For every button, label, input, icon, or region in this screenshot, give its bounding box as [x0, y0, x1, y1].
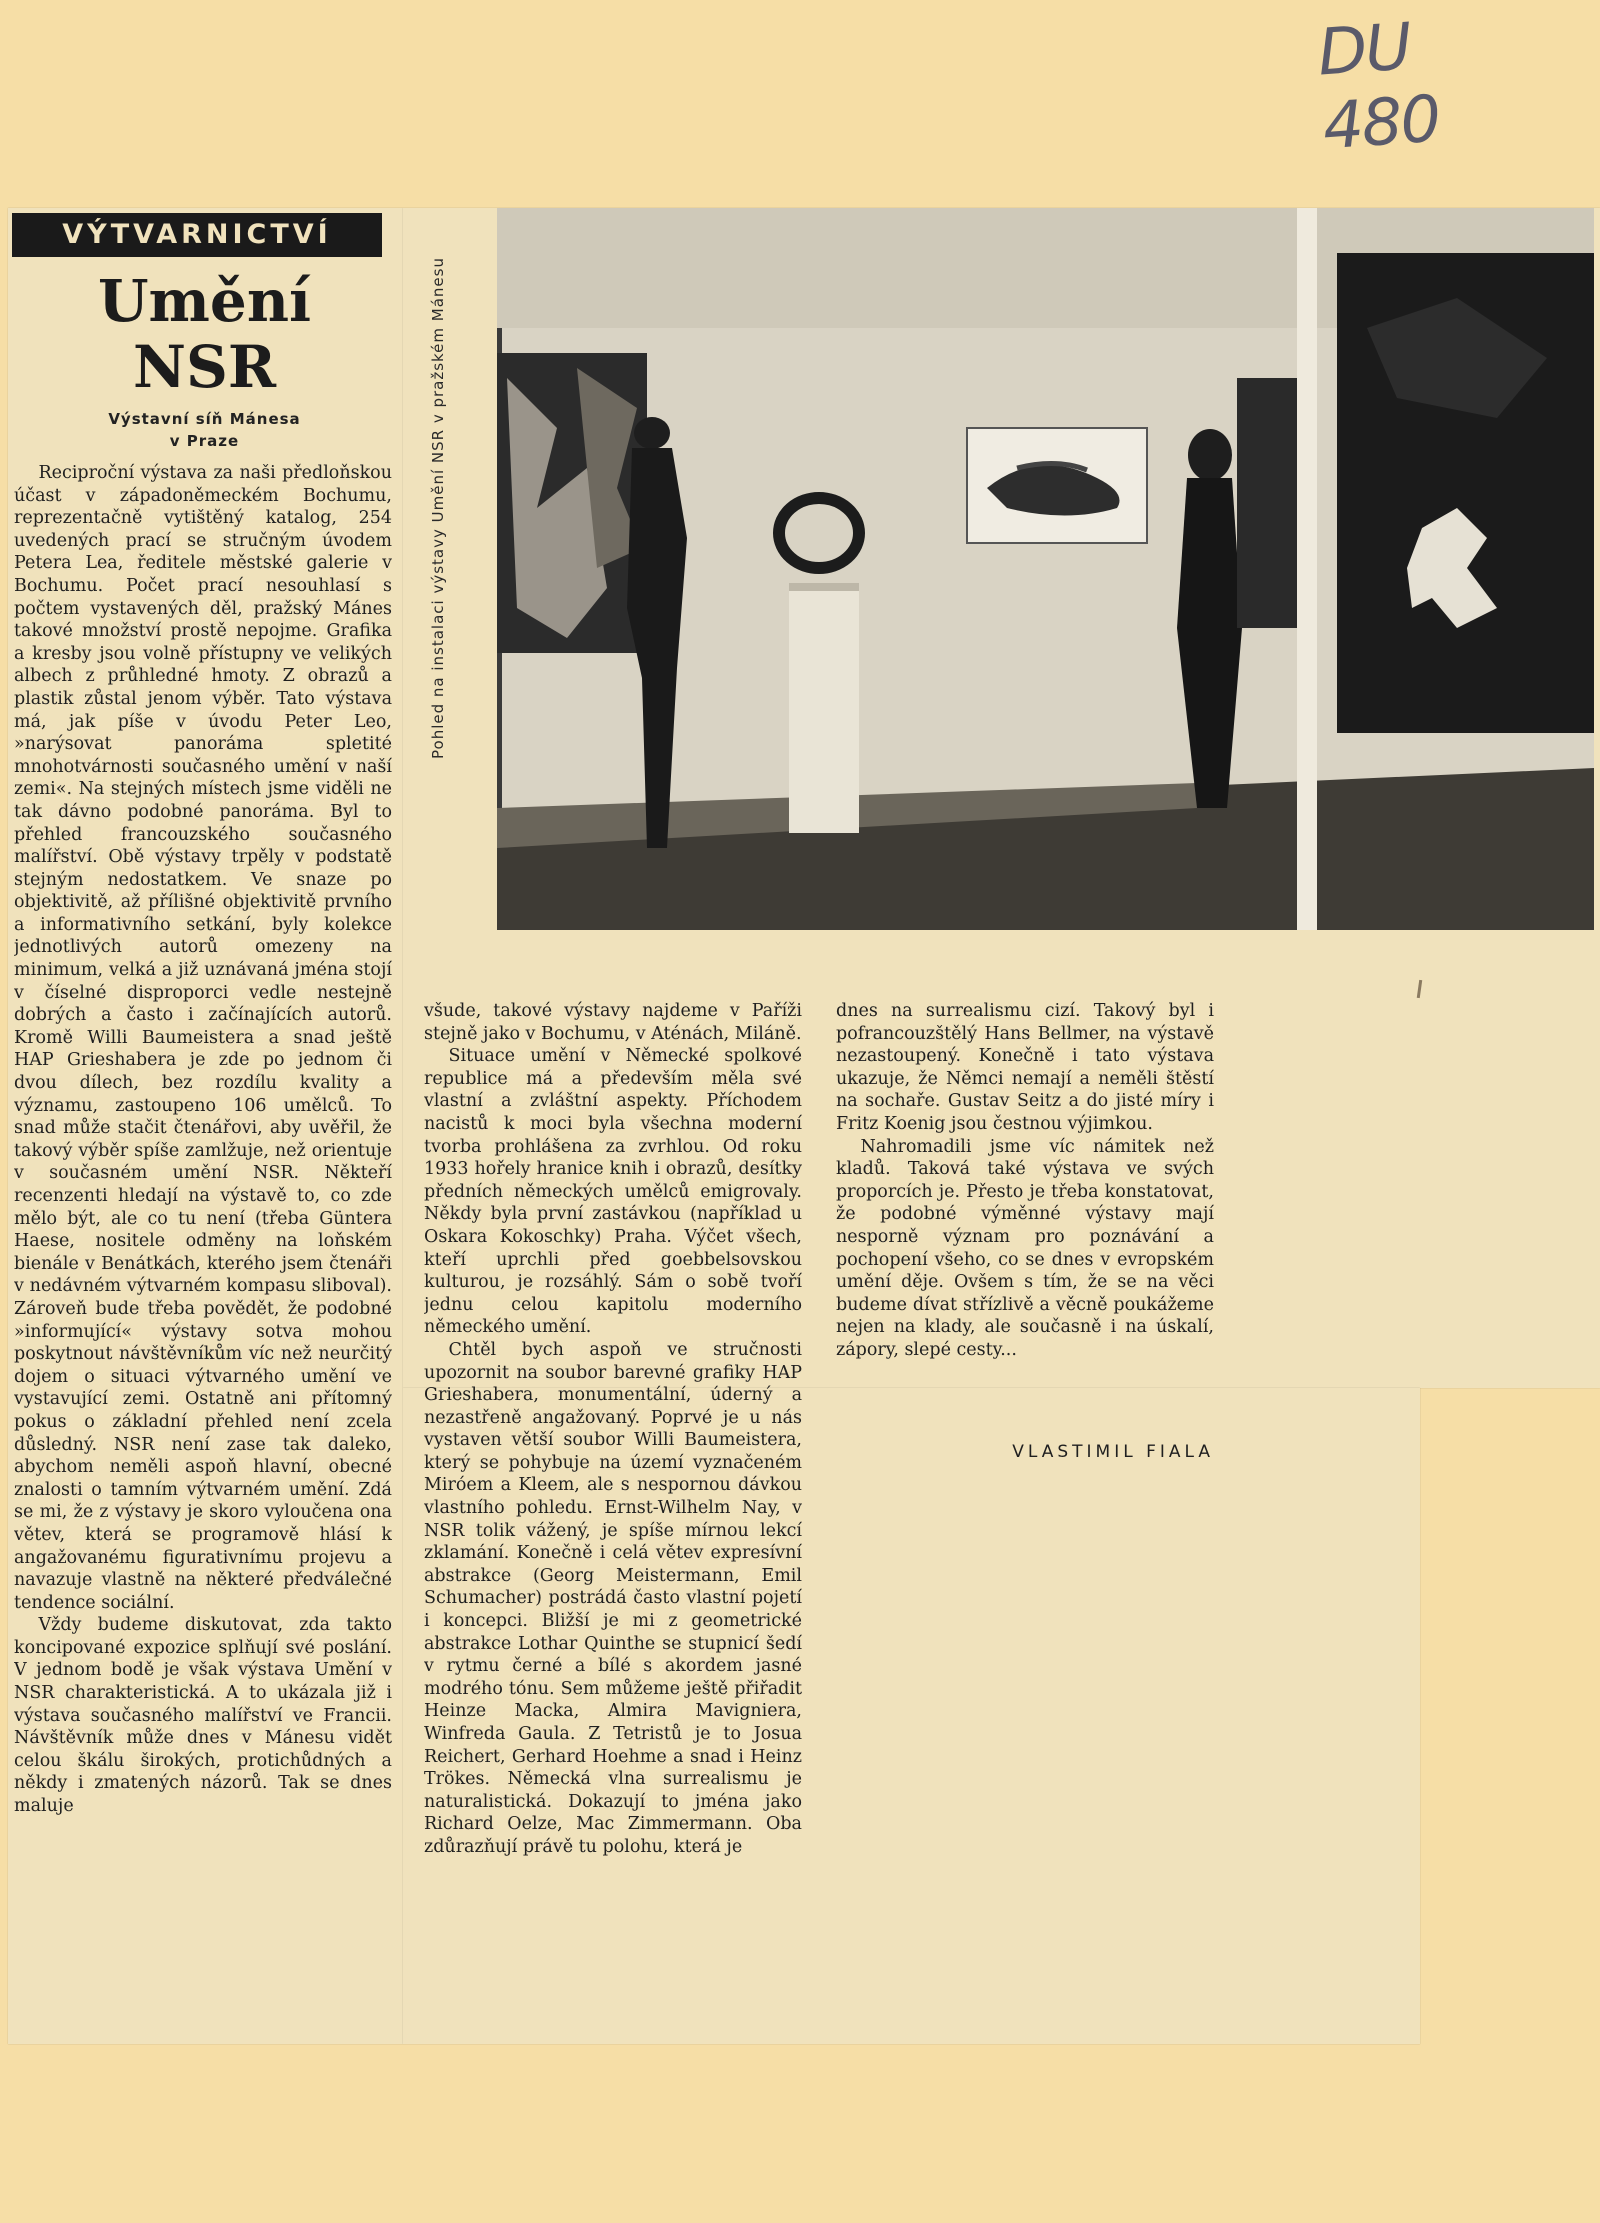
photo-caption	[418, 208, 458, 808]
paragraph: všude, takové výstavy najdeme v Paříži stejně jako v Bochumu, v Aténách, Miláně.	[424, 1001, 802, 1044]
author-byline: VLASTIMIL FIALA	[1012, 1442, 1214, 1462]
paragraph: Chtěl bych aspoň ve stručnosti upozornit na soubor barevné grafiky HAP Grieshabera, monumentální, úderný a nezastřeně angažovaný. Poprvé je u nás vystaven větší soubor Willi Baumeistera, který se pohybuje na území vyznačeném Miróem a Kleem, ale s nespornou dávkou vlastního pohledu. Ernst-Wilhelm Nay, v NSR tolik vážený, je spíše mírnou lekcí zklamání. Konečně i celá větev expresívní abstrakce (Georg Meistermann, Emil Schumacher) postrádá často vlastní pojetí i koncepci. Bližší je mi z geometrické abstrakce Lothar Quinthe se stupnicí šedí v rytmu černé a bílé s akordem jasné modrého tónu. Sem můžeme ještě přiřadit Heinze Macka, Almira Mavigniera, Winfreda Gaula. Z Tetristů je to Josua Reichert, Gerhard Hoehme a snad i Heinz Trökes. Německá vlna surrealismu je naturalistická. Dokazují to jména jako Richard Oelze, Mac Zimmermann. Oba zdůrazňují právě tu polohu, která je	[424, 1339, 802, 1857]
pedestal	[789, 583, 859, 833]
headline-line-1: Umění	[97, 267, 312, 335]
article-column-2	[424, 1000, 802, 2032]
archive-note: DU 480	[1315, 10, 1442, 165]
headline	[12, 268, 397, 400]
subhead-line-1: Výstavní síň Mánesa	[108, 410, 301, 428]
exhibition-photo	[497, 208, 1594, 930]
paragraph: Nahromadili jsme víc námitek než kladů. Taková také výstava ve svých proporcích je. Přesto je třeba konstatovat, že podobné výměnné výstavy mají nesporně význam pro poznávání a pochopení všeho, co se dnes v evropském umění děje. Ovšem s tím, že se na věci budeme dívat střízlivě a věcně poukážeme nejen na klady, ale současně i na úskalí, zápory, slepé cesty...	[836, 1136, 1214, 1360]
paragraph: Vždy budeme diskutovat, zda takto koncipované expozice splňují své poslání. V jednom bodě je však výstava Umění v NSR charakteristická. A to ukázala již i výstava současného malířství ve Francii. Návštěvník může dnes v Mánesu vidět celou škálu širokých, protichůdných a někdy i zmatených názorů. Tak se dnes maluje	[14, 1615, 392, 1817]
photo-caption-text: Pohled na instalaci výstavy Umění NSR v pražském Mánesu	[429, 257, 447, 759]
paragraph: Situace umění v Německé spolkové republice má a především měla své vlastní a zvláštní aspekty. Příchodem nacistů k moci byla všechna moderní tvorba prohlášena za zvrhlou. Od roku 1933 hořely hranice knih i obrazů, desítky předních německých umělců emigrovaly. Někdy byla první zastávkou (například u Oskara Kokoschky) Praha. Výčet všech, kteří uprchli před goebbelsovskou kulturou, je rozsáhlý. Sám o sobě tvoří jednu celou kapitolu moderního německého umění.	[424, 1046, 802, 1338]
article-column-1	[14, 462, 392, 2034]
paragraph: dnes na surrealismu cizí. Takový byl i pofrancouzštělý Hans Bellmer, na výstavě nezastoupený. Konečně i tato výstava ukazuje, že Němci nemají a neměli štěstí na sochaře. Gustav Seitz a do jisté míry i Fritz Koenig jsou čestnou výjimkou.	[836, 1001, 1214, 1134]
article-column-3	[836, 1000, 1214, 1476]
headline-line-2: NSR	[132, 333, 277, 401]
paragraph: Reciproční výstava za naši předloňskou účast v západoněmeckém Bochumu, reprezentačně vytištěný katalog, 254 uvedených prací se stručným úvodem Petera Lea, ředitele městské galerie v Bochumu. Počet prací nesouhlasí s počtem vystavených děl, pražský Mánes takové množství prostě nepojme. Grafika a kresby jsou volně přístupny ve velikých albech z průhledné hmoty. Z obrazů a plastik zůstal jenom výběr. Tato výstava má, jak píše v úvodu Peter Leo, »narýsovat panoráma spletité mnohotvárnosti současného umění v naší zemi«. Na stejných místech jsme viděli ne tak dávno podobné panoráma. Byl to přehled francouzského současného malířství. Obě výstavy trpěly v podstatě stejným nedostatkem. Ve snaze po objektivitě, až přílišné objektivitě prvního a informativního setkání, byly kolekce jednotlivých autorů omezeny na minimum, velká a již uznávaná jména stojí v číselné disproporci vedle nestejně dobrých a často i začínajících autorů. Kromě Willi Baumeistera a snad ještě HAP Grieshabera je zde po jednom či dvou dílech, bez rozdílu kvality a významu, zastoupeno 106 umělců. To snad může stačit čtenářovi, aby uvěřil, že takový výběr spíše zamlžuje, než orientuje v současném umění NSR. Někteří recenzenti hledají na výstavě to, co zde mělo být, ale co tu není (třeba Güntera Haese, nositele odměny na loňském bienále v Benátkách, kterého jsem čtenáři v nedávném výtvarném kompasu sliboval). Zároveň bude třeba povědět, že podobné »informující« výstavy sotva mohou poskytnout návštěvníkům víc než neurčitý dojem o situaci výtvarného umění ve vystavující zemi. Ostatně ani přítomný pokus o základní přehled není zcela důsledný. NSR není zase tak daleko, abychom neměli aspoň hlavní, obecné znalosti o tamním výtvarném umění. Zdá se mi, že z výstavy je skoro vyloučena ona větev, která se programově hlásí k angažovanému figurativnímu projevu a navazuje vlastně na některé předválečné tendence sociální.	[14, 463, 392, 1613]
subheadline	[12, 408, 397, 452]
subhead-line-2: v Praze	[169, 432, 240, 450]
section-label: VÝTVARNICTVÍ	[12, 213, 382, 257]
